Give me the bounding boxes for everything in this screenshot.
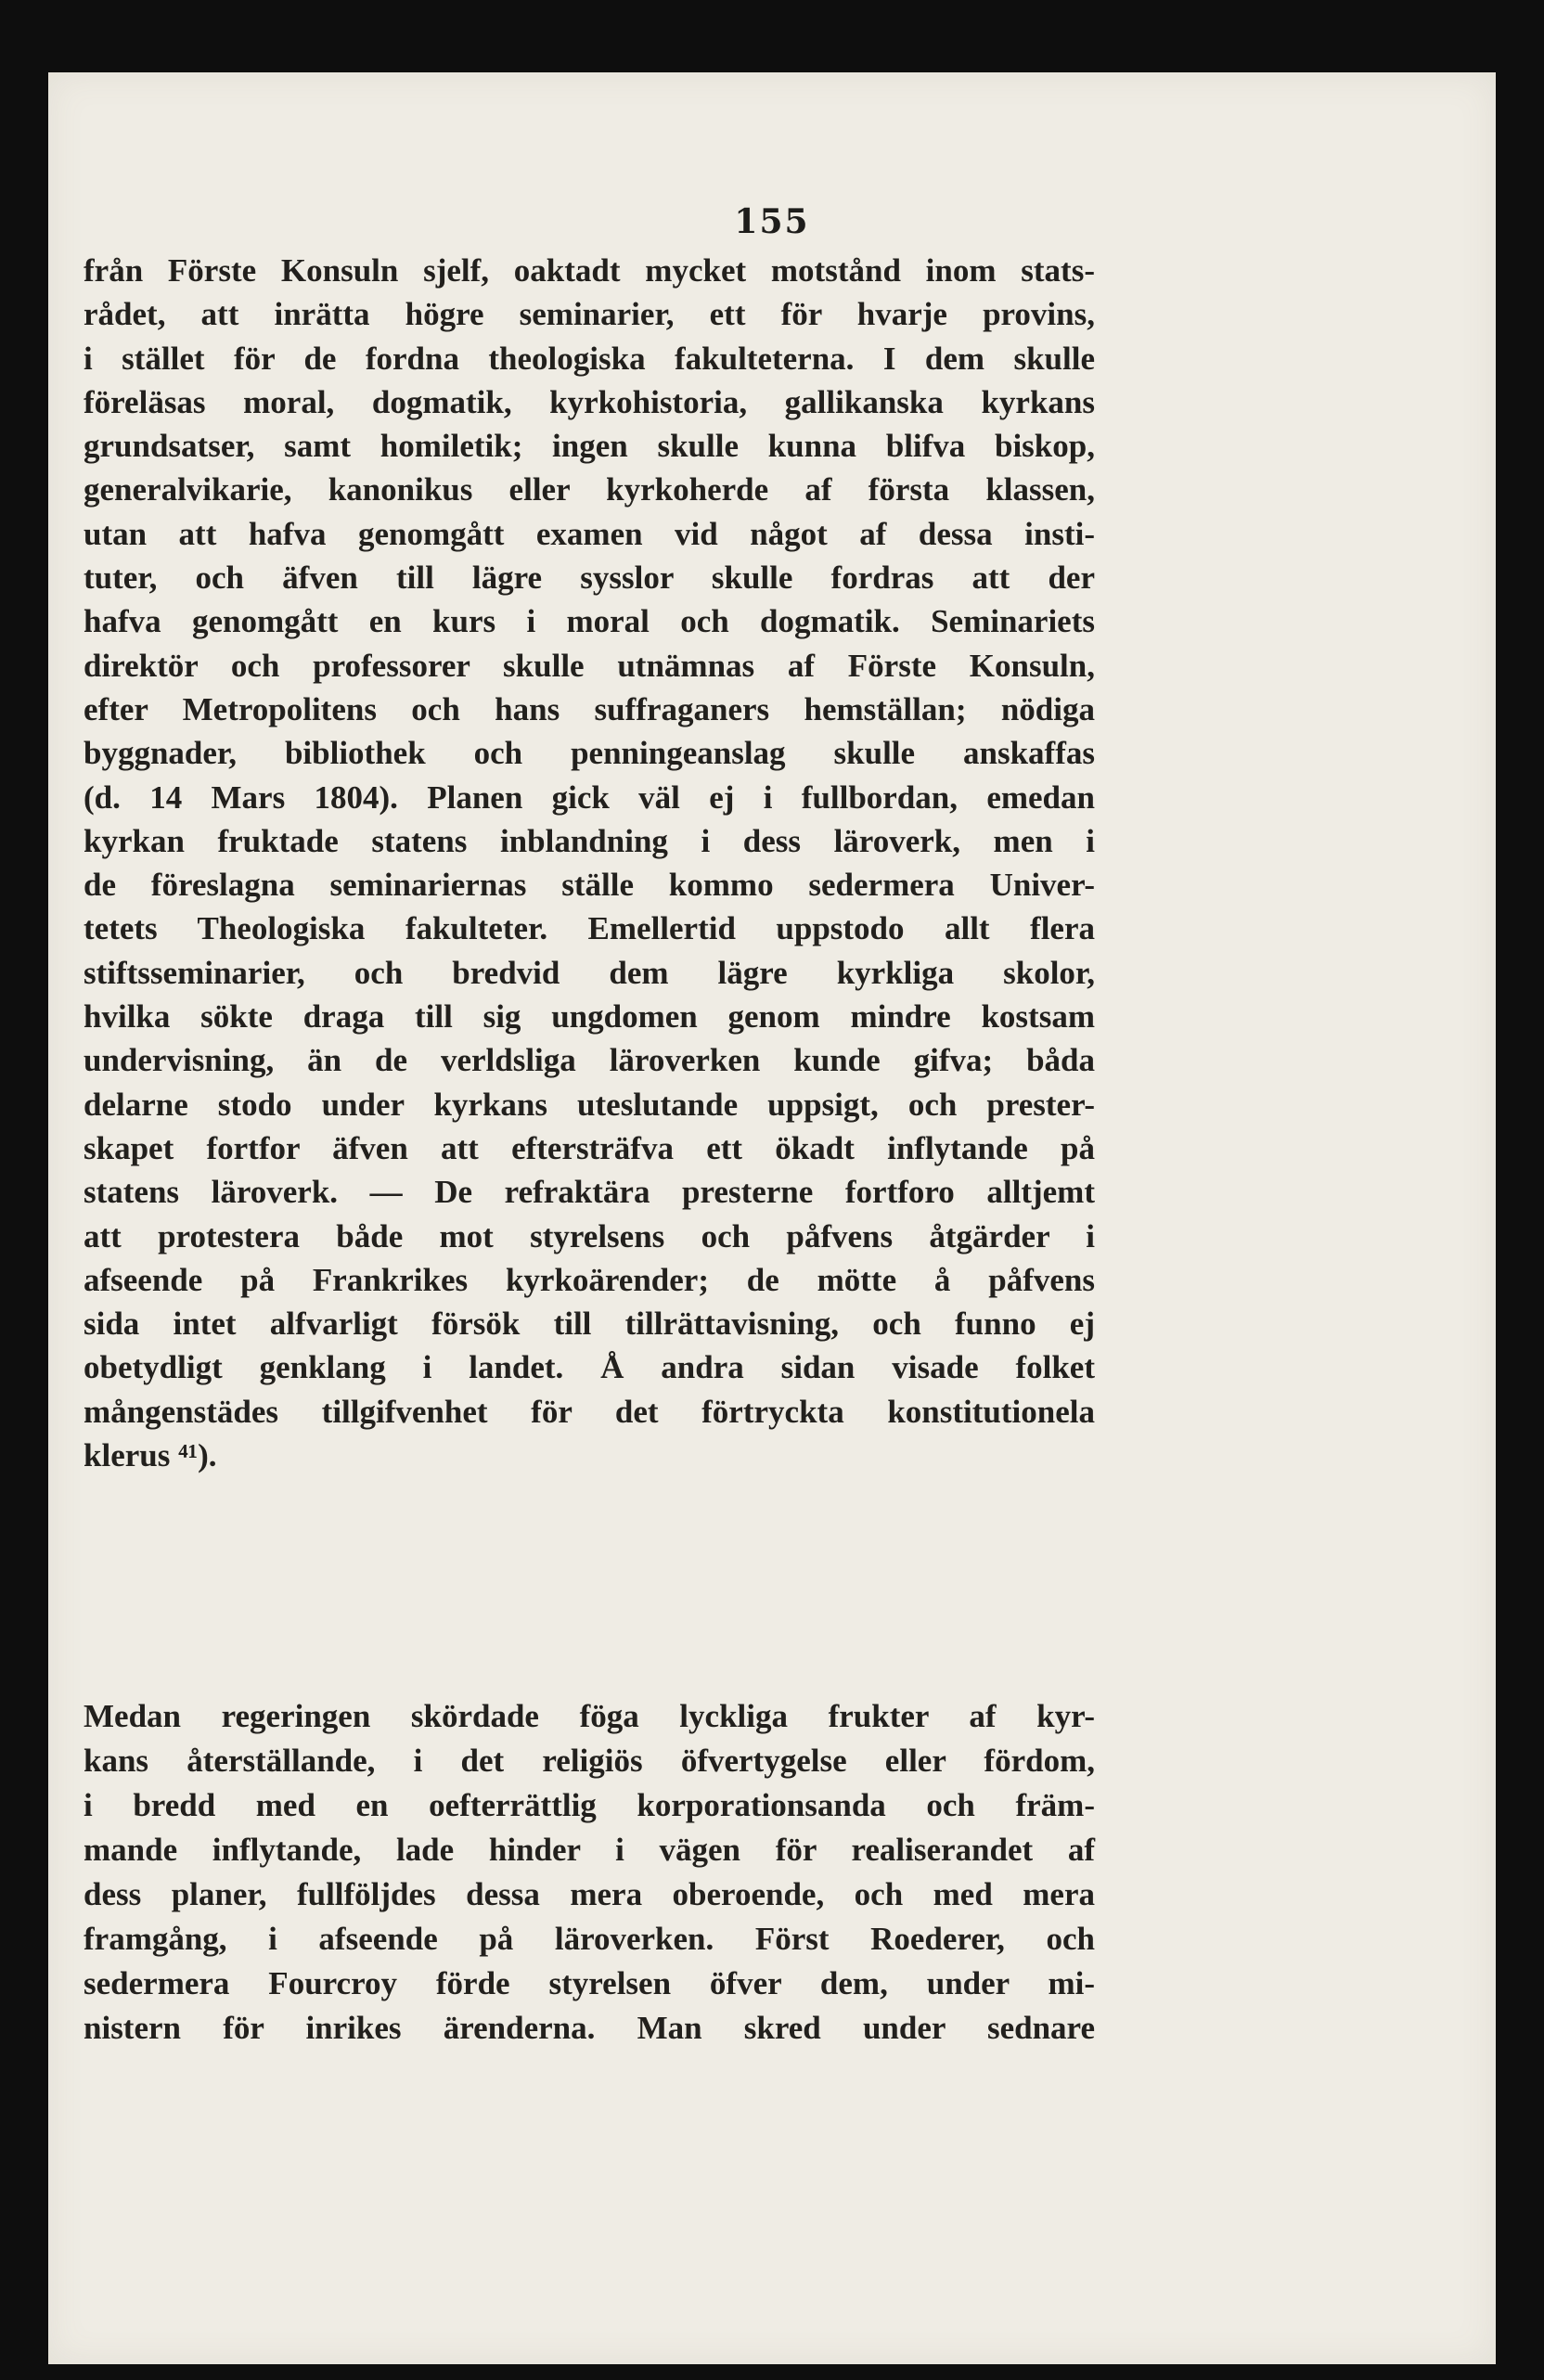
text-line: efter Metropolitens och hans suffraganers hemställan; nödiga bbox=[84, 690, 1095, 727]
text-line: hafva genomgått en kurs i moral och dogmatik. Seminariets bbox=[84, 603, 1095, 640]
text-line: tuter, och äfven till lägre sysslor skulle fordras att der bbox=[84, 560, 1095, 597]
text-line: tetets Theologiska fakulteter. Emellertid uppstodo allt flera bbox=[84, 910, 1095, 947]
paragraph-1 bbox=[84, 249, 1095, 1477]
text-line: kyrkan fruktade statens inblandning i dess läroverk, men i bbox=[84, 822, 1095, 859]
page-number: 155 bbox=[734, 202, 810, 241]
text-line: grundsatser, samt homiletik; ingen skulle kunna blifva biskop, bbox=[84, 428, 1095, 465]
text-line: (d. 14 Mars 1804). Planen gick väl ej i fullbordan, emedan bbox=[84, 778, 1095, 816]
text-line: framgång, i afseende på läroverken. Först Roederer, och bbox=[84, 1921, 1095, 1957]
text-line: från Förste Konsuln sjelf, oaktadt mycket motstånd inom stats- bbox=[84, 252, 1095, 289]
text-line: delarne stodo under kyrkans uteslutande uppsigt, och prester- bbox=[84, 1086, 1095, 1123]
text-line: direktör och professorer skulle utnämnas af Förste Konsuln, bbox=[84, 647, 1095, 684]
text-line: rådet, att inrätta högre seminarier, ett för hvarje provins, bbox=[84, 296, 1095, 333]
paragraph-2 bbox=[84, 1694, 1095, 2051]
text-line: Medan regeringen skördade föga lyckliga frukter af kyr- bbox=[84, 1698, 1095, 1734]
text-line: hvilka sökte draga till sig ungdomen genom mindre kostsam bbox=[84, 998, 1095, 1036]
text-line: i stället för de fordna theologiska fakulteterna. I dem skulle bbox=[84, 340, 1095, 377]
text-line: sida intet alfvarligt försök till tillrättavisning, och funno ej bbox=[84, 1306, 1095, 1343]
text-line: nistern för inrikes ärenderna. Man skred under sednare bbox=[84, 2010, 1095, 2046]
text-line: utan att hafva genomgått examen vid något af dessa insti- bbox=[84, 515, 1095, 552]
text-line: mångenstädes tillgifvenhet för det förtryckta konstitutionela bbox=[84, 1393, 1095, 1430]
text-line: föreläsas moral, dogmatik, kyrkohistoria, gallikanska kyrkans bbox=[84, 383, 1095, 420]
text-line: obetydligt genklang i landet. Å andra sidan visade folket bbox=[84, 1349, 1095, 1386]
text-line: dess planer, fullföljdes dessa mera oberoende, och med mera bbox=[84, 1876, 1095, 1912]
text-line: skapet fortfor äfven att eftersträfva ett ökadt inflytande på bbox=[84, 1129, 1095, 1166]
text-line: byggnader, bibliothek och penningeanslag skulle anskaffas bbox=[84, 735, 1095, 772]
text-line: afseende på Frankrikes kyrkoärender; de mötte å påfvens bbox=[84, 1261, 1095, 1298]
book-page bbox=[48, 72, 1496, 2364]
text-line: i bredd med en oefterrättlig korporationsanda och främ- bbox=[84, 1787, 1095, 1823]
text-line: klerus ⁴¹). bbox=[84, 1437, 217, 1474]
text-line: mande inflytande, lade hinder i vägen för realiserandet af bbox=[84, 1832, 1095, 1868]
text-line: undervisning, än de verldsliga läroverken kunde gifva; båda bbox=[84, 1042, 1095, 1079]
text-line: sedermera Fourcroy förde styrelsen öfver dem, under mi- bbox=[84, 1965, 1095, 2001]
text-line: kans återställande, i det religiös öfvertygelse eller fördom, bbox=[84, 1743, 1095, 1779]
text-line: de föreslagna seminariernas ställe kommo sedermera Univer- bbox=[84, 867, 1095, 904]
text-line: statens läroverk. — De refraktära presterne fortforo alltjemt bbox=[84, 1174, 1095, 1211]
text-line: generalvikarie, kanonikus eller kyrkoherde af första klassen, bbox=[84, 471, 1095, 508]
text-line: att protestera både mot styrelsens och påfvens åtgärder i bbox=[84, 1217, 1095, 1254]
text-line: stiftsseminarier, och bredvid dem lägre kyrkliga skolor, bbox=[84, 954, 1095, 991]
